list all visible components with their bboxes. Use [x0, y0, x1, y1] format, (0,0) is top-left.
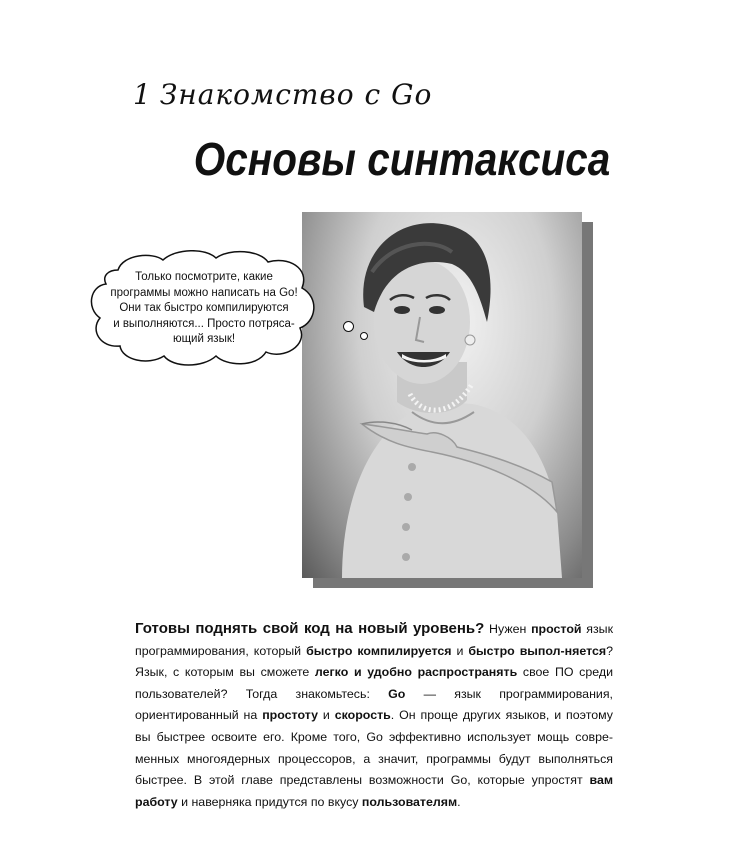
- bubble-text: [104, 270, 304, 348]
- intro-emphasis: быстро выпол-няется: [468, 643, 607, 658]
- intro-text: ? Язык, с которым вы сможете: [135, 643, 614, 680]
- woman-illustration: [302, 212, 582, 578]
- intro-emphasis: простой: [531, 622, 582, 636]
- thought-bubble: [88, 250, 320, 368]
- woman-photo: [302, 212, 582, 578]
- intro-emphasis: простоту: [262, 708, 318, 723]
- intro-text: .: [457, 794, 461, 809]
- intro-emphasis: быстро компилируется: [306, 643, 452, 658]
- intro-text: и: [451, 643, 469, 658]
- bubble-dot-small: [360, 332, 368, 340]
- intro-emphasis: пользователям: [361, 794, 458, 809]
- chapter-number: 1: [133, 78, 152, 111]
- bubble-line: Только посмотрите, какие: [135, 271, 273, 283]
- bubble-line: и выполняются... Просто потряса-: [113, 317, 295, 330]
- intro-text: свое ПО среди пользователей? Тогда знакомьтесь:: [135, 665, 613, 701]
- intro-text: язык программирования, который: [135, 622, 613, 658]
- intro-text: Нужен: [484, 622, 532, 636]
- chapter-title: Знакомство с Go: [159, 78, 433, 111]
- bubble-line: программы можно написать на Go!: [110, 286, 298, 299]
- intro-emphasis: легко и удобно распространять: [314, 665, 518, 680]
- bubble-line: Они так быстро компилируются: [119, 302, 289, 314]
- intro-emphasis: скорость: [334, 708, 391, 723]
- intro-text: и: [318, 708, 335, 723]
- intro-text: — язык программирования, ориентированный на: [135, 686, 613, 723]
- page-title: Основы синтаксиса: [193, 133, 610, 185]
- intro-emphasis: Go: [388, 686, 406, 701]
- bubble-dot-large: [343, 321, 354, 332]
- intro-paragraph: [135, 618, 613, 813]
- intro-text: и наверняка придутся по вкусу: [177, 794, 362, 809]
- bubble-line: ющий язык!: [172, 333, 236, 345]
- chapter-heading: [133, 78, 432, 111]
- intro-lead: Готовы поднять свой код на новый уровень?: [135, 620, 485, 637]
- intro-emphasis: вам работу: [135, 773, 613, 809]
- intro-text: . Он проще других языков, и поэтому вы быстрее освоите его. Кроме того, Go эффективно использует мощь совре-менных многоядерных процессоров, а значит, программы будут выполняться быстрее. В этой главе представлены возможности Go, которые упростят: [135, 708, 613, 788]
